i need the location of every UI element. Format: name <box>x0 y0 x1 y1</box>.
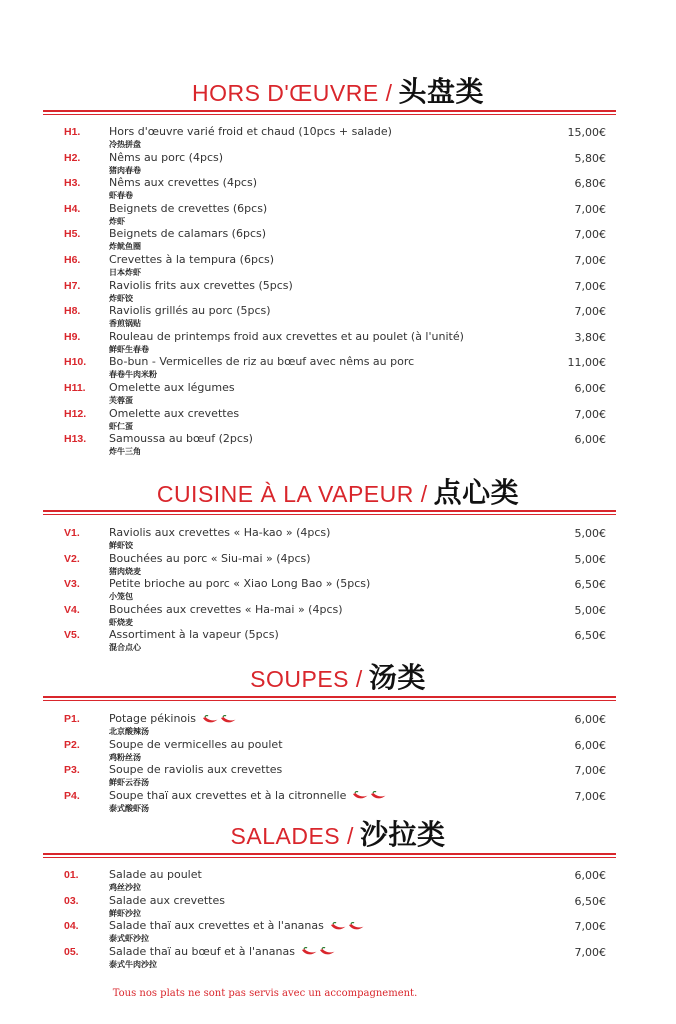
item-price: 6,50€ <box>574 578 606 592</box>
spicy-indicator <box>202 713 238 726</box>
item-price: 7,00€ <box>574 789 606 803</box>
item-name-text: Assortiment à la vapeur (5pcs) <box>109 628 279 642</box>
item-code: 01. <box>64 869 79 881</box>
item-name <box>109 253 274 266</box>
chili-pepper-icon <box>301 947 318 957</box>
item-code: 05. <box>64 945 79 958</box>
item-name-text: Beignets de crevettes (6pcs) <box>109 201 268 215</box>
section-title-fr: HORS D'ŒUVRE / <box>191 80 393 106</box>
menu-item <box>0 228 676 254</box>
item-name-text: Salade au poulet <box>109 868 202 881</box>
item-price: 7,00€ <box>574 945 606 959</box>
item-code: 04. <box>64 920 79 933</box>
item-price: 7,00€ <box>574 920 606 934</box>
item-name <box>109 151 223 164</box>
menu-item <box>0 527 676 553</box>
section-title-cn: 沙拉类 <box>359 818 446 851</box>
item-code: V2. <box>64 552 80 565</box>
menu-item <box>0 920 676 946</box>
chili-pepper-icon <box>202 715 219 725</box>
section-divider <box>43 510 616 515</box>
item-name <box>109 304 271 317</box>
section-title-fr: CUISINE À LA VAPEUR / <box>156 481 428 507</box>
section-title-cn: 汤类 <box>368 661 426 694</box>
item-code: H1. <box>64 126 81 138</box>
item-name-text: Salade aux crevettes <box>109 893 225 907</box>
item-code: V5. <box>64 629 80 642</box>
section-title-salades <box>0 813 676 853</box>
items-vapeur <box>0 527 676 655</box>
menu-item <box>0 254 676 280</box>
item-price: 7,00€ <box>574 228 606 242</box>
item-name <box>109 202 267 215</box>
item-price: 7,00€ <box>574 253 606 267</box>
item-name-cn: 鲜虾饺 <box>109 540 133 550</box>
item-name-text: Bouchées au porc « Siu-mai » (4pcs) <box>109 551 311 565</box>
item-code: H11. <box>64 381 86 394</box>
menu-item <box>0 604 676 630</box>
item-name-text: Crevettes à la tempura (6pcs) <box>109 252 275 266</box>
item-name-text: Soupe de vermicelles au poulet <box>109 737 283 751</box>
section-title-fr: SALADES / <box>230 823 354 849</box>
item-name-text: Raviolis aux crevettes « Ha-kao » (4pcs) <box>109 526 331 539</box>
item-name-cn: 北京酸辣汤 <box>109 726 149 736</box>
item-price: 6,80€ <box>574 177 606 191</box>
item-name-cn: 炸虾饺 <box>109 292 133 303</box>
item-name-text: Rouleau de printemps froid aux crevettes et au poulet (à l'unité) <box>109 329 464 343</box>
item-name-text: Potage pékinois <box>109 712 196 725</box>
item-name-cn: 炸鱿鱼圈 <box>109 241 141 252</box>
menu-item <box>0 305 676 331</box>
item-name-cn: 鲜虾生春卷 <box>109 343 149 354</box>
menu-item <box>0 203 676 229</box>
menu-item <box>0 126 676 152</box>
item-name-cn: 猪肉烧麦 <box>109 565 141 576</box>
item-price: 7,00€ <box>574 764 606 778</box>
item-name <box>109 381 235 394</box>
item-price: 15,00€ <box>567 126 606 139</box>
item-name-text: Soupe de raviolis aux crevettes <box>109 763 283 777</box>
item-code: 03. <box>64 894 79 907</box>
item-name-cn: 猪肉春卷 <box>109 164 141 175</box>
item-name-cn: 混合点心 <box>109 642 141 653</box>
item-price: 5,00€ <box>574 603 606 617</box>
items-soupes <box>0 713 676 815</box>
item-price: 6,00€ <box>574 713 606 726</box>
item-name <box>109 407 239 420</box>
item-price: 6,50€ <box>574 894 606 908</box>
item-name-text: Petite brioche au porc « Xiao Long Bao » (5pcs) <box>109 577 371 591</box>
item-name <box>109 628 279 641</box>
item-price: 3,80€ <box>574 330 606 344</box>
footnote: Tous nos plats ne sont pas servis avec un accompagnement. <box>112 988 418 999</box>
item-name <box>109 526 330 539</box>
item-name-text: Soupe thaï aux crevettes et à la citronnelle <box>109 788 347 802</box>
menu-item <box>0 356 676 382</box>
section-title-soupes <box>0 656 676 696</box>
item-price: 6,00€ <box>574 433 606 447</box>
item-name <box>109 330 464 343</box>
item-code: H4. <box>64 202 81 215</box>
item-name <box>109 945 337 959</box>
item-price: 5,80€ <box>574 151 606 165</box>
item-name <box>109 868 202 881</box>
menu-item <box>0 152 676 178</box>
item-code: H8. <box>64 305 81 318</box>
item-name-cn: 鸡丝沙拉 <box>109 882 141 892</box>
item-name <box>109 738 283 751</box>
item-price: 5,00€ <box>574 552 606 566</box>
menu-item <box>0 408 676 434</box>
menu-item <box>0 946 676 972</box>
section-title-hors-doeuvre <box>0 70 676 110</box>
item-name-cn: 鲜虾沙拉 <box>109 907 141 918</box>
item-name-text: Bouchées aux crevettes « Ha-mai » (4pcs) <box>109 602 343 616</box>
item-name <box>109 355 414 368</box>
item-name-cn: 炸牛三角 <box>109 446 141 457</box>
item-name-text: Salade thaï aux crevettes et à l'ananas <box>109 919 324 933</box>
section-divider <box>43 110 616 115</box>
section-title-fr: SOUPES / <box>250 666 363 692</box>
menu-item <box>0 433 676 459</box>
item-name-cn: 小笼包 <box>109 591 133 602</box>
item-name-cn: 泰式酸虾汤 <box>109 802 149 813</box>
item-name <box>109 789 388 803</box>
item-name-text: Nêms aux crevettes (4pcs) <box>109 176 257 190</box>
item-name-cn: 鲜虾云吞汤 <box>109 777 149 788</box>
item-code: H10. <box>64 356 87 369</box>
item-name <box>109 552 311 565</box>
item-name <box>109 227 266 240</box>
chili-pepper-icon <box>370 791 387 801</box>
menu-item <box>0 331 676 357</box>
item-name-text: Nêms au porc (4pcs) <box>109 150 224 164</box>
section-title-cn: 头盘类 <box>398 75 485 108</box>
item-name-text: Raviolis frits aux crevettes (5pcs) <box>109 278 293 292</box>
chili-pepper-icon <box>352 791 369 801</box>
item-code: H3. <box>64 177 81 190</box>
item-name-cn: 虾烧麦 <box>109 616 133 627</box>
item-price: 7,00€ <box>574 279 606 293</box>
item-price: 6,00€ <box>574 869 606 882</box>
item-code: V4. <box>64 603 80 616</box>
item-name-text: Bo-bun - Vermicelles de riz au bœuf avec nêms au porc <box>109 355 415 369</box>
item-name-cn: 泰式虾沙拉 <box>109 933 149 944</box>
menu-item <box>0 869 676 895</box>
item-code: H13. <box>64 433 87 446</box>
menu-item <box>0 553 676 579</box>
items-salades <box>0 869 676 971</box>
item-name <box>109 712 238 726</box>
section-title-cn: 点心类 <box>433 476 520 509</box>
item-name <box>109 603 343 616</box>
item-price: 6,50€ <box>574 629 606 643</box>
item-code: P3. <box>64 764 80 777</box>
item-name-cn: 香煎锅贴 <box>109 318 141 329</box>
item-price: 7,00€ <box>574 202 606 216</box>
item-name-text: Omelette aux légumes <box>109 380 235 394</box>
spicy-indicator <box>352 789 388 802</box>
items-hors-doeuvre <box>0 126 676 459</box>
item-name <box>109 919 366 933</box>
item-name-text: Hors d'œuvre varié froid et chaud (10pcs + salade) <box>109 125 392 138</box>
chili-pepper-icon <box>348 922 365 932</box>
item-name-text: Beignets de calamars (6pcs) <box>109 227 267 241</box>
menu-item <box>0 280 676 306</box>
item-name <box>109 894 225 907</box>
section-divider <box>43 696 616 701</box>
item-price: 6,00€ <box>574 381 606 395</box>
item-code: P1. <box>64 713 80 725</box>
item-name-text: Samoussa au bœuf (2pcs) <box>109 432 253 446</box>
item-code: H12. <box>64 407 87 420</box>
item-name <box>109 763 282 776</box>
section-divider <box>43 853 616 858</box>
item-name-cn: 芙蓉蛋 <box>109 394 133 405</box>
menu-item <box>0 578 676 604</box>
item-code: V1. <box>64 527 80 539</box>
item-price: 5,00€ <box>574 527 606 540</box>
item-name-text: Omelette aux crevettes <box>109 406 240 420</box>
menu-item <box>0 629 676 655</box>
item-code: H5. <box>64 228 81 241</box>
item-code: H6. <box>64 253 81 266</box>
item-price: 11,00€ <box>567 356 606 370</box>
chili-pepper-icon <box>220 715 237 725</box>
item-name-text: Salade thaï au bœuf et à l'ananas <box>109 944 295 958</box>
section-title-vapeur <box>0 471 676 511</box>
item-name <box>109 125 392 138</box>
menu-item <box>0 713 676 739</box>
chili-pepper-icon <box>330 922 347 932</box>
item-name <box>109 279 293 292</box>
item-name-cn: 泰式牛肉沙拉 <box>109 958 157 969</box>
item-name-cn: 虾仁蛋 <box>109 420 133 431</box>
spicy-indicator <box>330 920 366 933</box>
item-name <box>109 577 370 590</box>
item-name-cn: 冷热拼盘 <box>109 139 141 149</box>
menu-item <box>0 382 676 408</box>
item-name-cn: 炸虾 <box>109 215 125 226</box>
menu-item <box>0 790 676 816</box>
item-name-cn: 虾春卷 <box>109 190 133 201</box>
menu-item <box>0 177 676 203</box>
item-name-cn: 春卷牛肉米粉 <box>109 369 157 380</box>
item-code: V3. <box>64 578 80 591</box>
item-code: H9. <box>64 330 81 343</box>
item-price: 6,00€ <box>574 738 606 752</box>
item-name <box>109 176 257 189</box>
item-code: P4. <box>64 789 80 802</box>
item-code: H7. <box>64 279 81 292</box>
spicy-indicator <box>301 945 337 958</box>
item-price: 7,00€ <box>574 305 606 319</box>
item-name <box>109 432 253 445</box>
item-name-text: Raviolis grillés au porc (5pcs) <box>109 304 271 318</box>
menu-item <box>0 739 676 765</box>
item-code: H2. <box>64 151 81 164</box>
menu-item <box>0 764 676 790</box>
chili-pepper-icon <box>319 947 336 957</box>
item-name-cn: 鸡粉丝汤 <box>109 751 141 762</box>
item-name-cn: 日本炸虾 <box>109 266 141 277</box>
item-price: 7,00€ <box>574 407 606 421</box>
item-code: P2. <box>64 738 80 751</box>
menu-item <box>0 895 676 921</box>
